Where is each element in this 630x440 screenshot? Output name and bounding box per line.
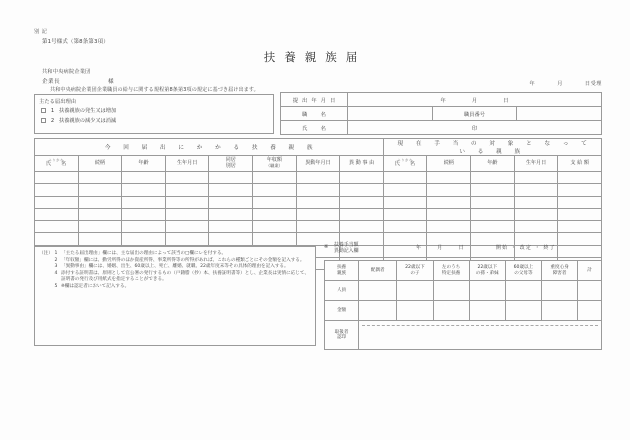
col-label-line2: の孫・弟妹 [475,270,499,276]
receipt-day-label: 日受理 [584,81,602,87]
col-right-amount: 支 給 額 [558,156,602,172]
cell-income[interactable] [253,172,297,184]
cell-living[interactable] [209,208,253,220]
col-label-line2: （職業） [265,162,283,168]
seal-label-line2: 認印 [336,335,347,340]
submit-date-field[interactable] [348,93,602,107]
col-label-line1: 年収額 [266,157,282,164]
cell-cur-dob[interactable] [514,172,558,184]
form-sheet [28,28,602,416]
allowance-col-parent-60 [505,261,541,281]
cell-cur-name[interactable] [383,196,427,208]
cell-living[interactable] [209,221,253,233]
cell-income[interactable] [253,208,297,220]
col-label-line2: の子 [410,270,420,276]
seal-label-line1: 取扱者 [334,329,349,335]
col-left-change-date: 異動年月日 [296,156,340,172]
name-value-cell[interactable] [348,121,602,135]
post-value[interactable] [348,107,433,121]
table-row [35,184,602,196]
col-label-line1: 左のうち [441,265,461,271]
cell-cur-amount[interactable] [558,208,602,220]
form-ref: 別 記 [34,29,48,35]
cell-change-date[interactable] [296,172,340,184]
cell-change-reason[interactable] [340,172,384,184]
cell-cur-dob[interactable] [514,184,558,196]
submission-info-table [280,92,602,135]
cell-cur-name[interactable] [383,221,427,233]
col-left-name [35,156,79,172]
table-row [281,107,602,121]
submit-date-label: 提出年月日 [281,93,348,107]
cell-name[interactable] [35,172,79,184]
cell-dob[interactable] [165,208,209,220]
allowance-row-label-headcount: 人員 [325,281,359,301]
cell-cur-amount[interactable] [558,233,602,245]
table-row [35,208,602,220]
cell-age[interactable] [122,233,166,245]
note-item [39,271,311,284]
cell-change-reason[interactable] [340,184,384,196]
table-row [325,301,602,321]
col-label-line1: 60歳以上 [513,265,534,271]
signature-dashed-line [362,325,598,326]
col-label: 氏 名 [394,161,418,168]
page-title: 扶養親族届 [263,50,367,64]
allowance-status-options[interactable]: 開始 ・ 改定 ・ 終了 [496,245,556,251]
amount-spouse[interactable] [359,301,397,321]
amount-parent-60[interactable] [505,301,541,321]
cell-income[interactable] [253,184,297,196]
allowance-year: 年 [416,245,422,251]
cell-age[interactable] [122,184,166,196]
seal-mark: 印 [471,125,478,132]
cell-name[interactable] [35,221,79,233]
reason-option-2[interactable] [41,117,116,124]
cell-cur-age[interactable] [471,172,515,184]
notes-box [34,246,316,346]
col-right-relation: 続柄 [427,156,471,172]
col-label-line1: 配偶者 [370,267,385,273]
allowance-title-line1: 扶養手当額 [334,242,359,248]
note-text: 「異動事由」欄には、婚姻、出生、60歳以上、死亡、離婚、就職、22歳年度末等その具体的理由を記入する。 [61,264,289,270]
col-right-age: 年齢 [471,156,515,172]
asterisk-mark: ※ [324,244,329,250]
note-text: 「主たる届出理由」欄には、主な届出の理由によって該当の□欄にレを付する。 [61,251,227,256]
note-number: 4 [54,270,58,276]
addressee-honorific: 様 [107,79,114,85]
form-number: 第1号様式（第8条第3項） [42,39,109,45]
cell-cur-age[interactable] [471,208,515,220]
cell-cur-dob[interactable] [514,221,558,233]
receipt-year: 年 [529,81,536,87]
col-left-dob: 生年月日 [165,156,209,172]
cell-change-reason[interactable] [340,196,384,208]
cell-cur-amount[interactable] [558,245,602,257]
handler-seal-label [325,321,359,350]
reason-box [34,94,274,134]
cell-change-date[interactable] [296,208,340,220]
col-right-name [383,156,427,172]
cell-cur-amount[interactable] [558,221,602,233]
cell-relation[interactable] [78,196,122,208]
cell-income[interactable] [253,221,297,233]
table-row [35,172,602,184]
col-left-relation: 続柄 [78,156,122,172]
cell-cur-amount[interactable] [558,172,602,184]
cell-relation[interactable] [78,184,122,196]
cell-change-reason[interactable] [340,208,384,220]
amount-specified[interactable] [433,301,469,321]
cell-cur-age[interactable] [471,184,515,196]
col-left-income [253,156,297,172]
allowance-day: 日 [458,245,464,251]
cell-relation[interactable] [78,221,122,233]
ruby-furigana: ふりがな [48,157,65,162]
cell-cur-relation[interactable] [427,172,471,184]
handler-seal-field[interactable] [359,321,602,350]
addressee: 企業長 [42,79,60,85]
allowance-col-grandchild-sibling-22 [469,261,505,281]
note-text: ※欄は認定者において記入する。 [61,283,130,289]
col-label-line2: 特定扶養 [441,270,461,276]
cell-age[interactable] [122,196,166,208]
allowance-col-severe-disability [542,261,578,281]
cell-cur-amount[interactable] [558,184,602,196]
cell-living[interactable] [209,184,253,196]
cell-cur-name[interactable] [383,208,427,220]
cell-cur-relation[interactable] [427,184,471,196]
headcount-spouse[interactable] [359,281,397,301]
allowance-col-total: 計 [578,261,602,281]
allowance-title [334,242,358,254]
cell-dob[interactable] [165,196,209,208]
cell-relation[interactable] [78,233,122,245]
headcount-grandchild-sibling[interactable] [469,281,505,301]
cell-name[interactable] [35,184,79,196]
lead-in-text: 共和中央病院企業団企業職員の給与に関する規程第8条第3項の規定に基づき届け出ます。 [50,87,259,93]
col-label-line1: 扶養 [336,265,347,271]
cell-cur-relation[interactable] [427,208,471,220]
cell-change-date[interactable] [296,221,340,233]
table-row [35,196,602,208]
cell-living[interactable] [209,172,253,184]
col-left-change-reason: 異 動 事 由 [340,156,384,172]
name-label: 氏 名 [281,121,348,135]
cell-cur-amount[interactable] [558,196,602,208]
allowance-month: 月 [437,245,443,251]
receipt-date-line [530,80,602,87]
group-header-existing-allowance: 現 在 手 当 の 対 象 と な っ て い る 親 族 [383,139,601,156]
amount-grandchild-sibling[interactable] [469,301,505,321]
amount-severe-disability[interactable] [542,301,578,321]
checkbox-icon[interactable] [41,118,46,123]
table-column-header-row [325,261,602,281]
cell-living[interactable] [209,233,253,245]
post-label: 職 名 [281,107,348,121]
note-number: 1 [54,251,58,256]
amount-child-22[interactable] [397,301,433,321]
cell-cur-relation[interactable] [427,196,471,208]
receipt-month: 月 [557,81,563,87]
col-label-line2: の父母等 [514,270,533,276]
reason-num-1: 1 [50,107,55,114]
allowance-table [324,260,602,350]
table-column-header-row [35,156,602,172]
cell-dob[interactable] [165,184,209,196]
reason-option-1[interactable] [41,107,116,114]
cell-cur-name[interactable] [383,184,427,196]
cell-cur-age[interactable] [471,196,515,208]
submit-month: 月 [471,97,478,104]
cell-change-date[interactable] [296,196,340,208]
col-label-line1: 22歳以下 [477,265,498,271]
headcount-total[interactable] [578,281,602,301]
cell-cur-dob[interactable] [514,208,558,220]
reason-label-2: 扶養親族の減少又は消滅 [59,118,117,124]
cell-age[interactable] [122,221,166,233]
group-header-current-application: 今 回 届 出 に か か る 扶 養 親 族 [35,139,384,156]
allowance-col-specified-dependent [433,261,469,281]
employee-number-label: 職員番号 [432,107,517,121]
col-label-line2: 別居 [225,162,236,169]
table-row [281,93,602,107]
amount-total[interactable] [578,301,602,321]
headcount-severe-disability[interactable] [542,281,578,301]
col-label-line1: 同居 [225,156,236,163]
col-right-dob: 生年月日 [514,156,558,172]
table-row [325,321,602,350]
submit-day: 日 [503,97,509,104]
cell-change-reason[interactable] [340,221,384,233]
headcount-child-22[interactable] [397,281,433,301]
cell-age[interactable] [122,208,166,220]
table-row [325,281,602,301]
headcount-parent-60[interactable] [505,281,541,301]
cell-relation[interactable] [78,208,122,220]
submit-year: 年 [440,97,446,104]
ruby-furigana: ふりがな [397,157,413,162]
reason-label-1: 扶養親族の発生又は増加 [59,108,117,114]
col-label-line2: 親族 [336,270,347,276]
col-left-age: 年齢 [122,156,166,172]
col-left-living [209,156,253,172]
allowance-date-field[interactable] [416,244,464,251]
reason-num-2: 2 [50,117,55,124]
notes-tag: （注） [39,251,53,256]
note-item [39,284,311,291]
col-label-line1: 22歳以下 [405,265,425,271]
col-label-line1: 重度心身 [550,265,569,271]
cell-income[interactable] [253,196,297,208]
headcount-specified[interactable] [433,281,469,301]
note-text: 「年収額」欄には、勤労所得のほか資産所得、事業所得等の所得があれば、これらの種類ごとにその金額を記入する。 [61,257,305,263]
note-text: 添付する証明書は、原則として官公署の発行するもの（戸籍謄（抄）本、扶養証明書等）とし、企業長は実情に応じて、証明書の発行及び用紙式を指定することができる。 [61,270,309,283]
addressee-line [42,77,114,85]
cell-name[interactable] [35,233,79,245]
cell-living[interactable] [209,196,253,208]
cell-income[interactable] [253,233,297,245]
cell-change-date[interactable] [296,184,340,196]
cell-age[interactable] [122,172,166,184]
checkbox-icon[interactable] [41,108,46,113]
cell-cur-name[interactable] [383,172,427,184]
table-row [281,121,602,135]
cell-name[interactable] [35,196,79,208]
cell-cur-relation[interactable] [427,221,471,233]
col-label-line2: 障害者 [552,270,567,276]
cell-dob[interactable] [165,233,209,245]
allowance-col-spouse [359,261,397,281]
reason-title: 主たる届出理由 [39,99,77,105]
cell-dob[interactable] [165,221,209,233]
allowance-col-child-22 [397,261,433,281]
table-row [35,221,602,233]
allowance-title-line2: 異動記入欄 [334,248,359,255]
note-number: 5 [54,283,58,289]
table-group-header-row [35,139,602,156]
note-number: 3 [54,264,58,270]
cell-cur-dob[interactable] [514,196,558,208]
cell-dob[interactable] [165,172,209,184]
cell-cur-age[interactable] [471,221,515,233]
organization-name: 共和中央病院企業団 [42,69,91,75]
col-label: 氏 名 [45,161,69,168]
employee-number-value[interactable] [517,107,602,121]
allowance-row-label-amount: 金額 [325,301,359,321]
allowance-col-category [325,261,359,281]
note-number: 2 [54,257,58,263]
cell-name[interactable] [35,208,79,220]
cell-relation[interactable] [78,172,122,184]
